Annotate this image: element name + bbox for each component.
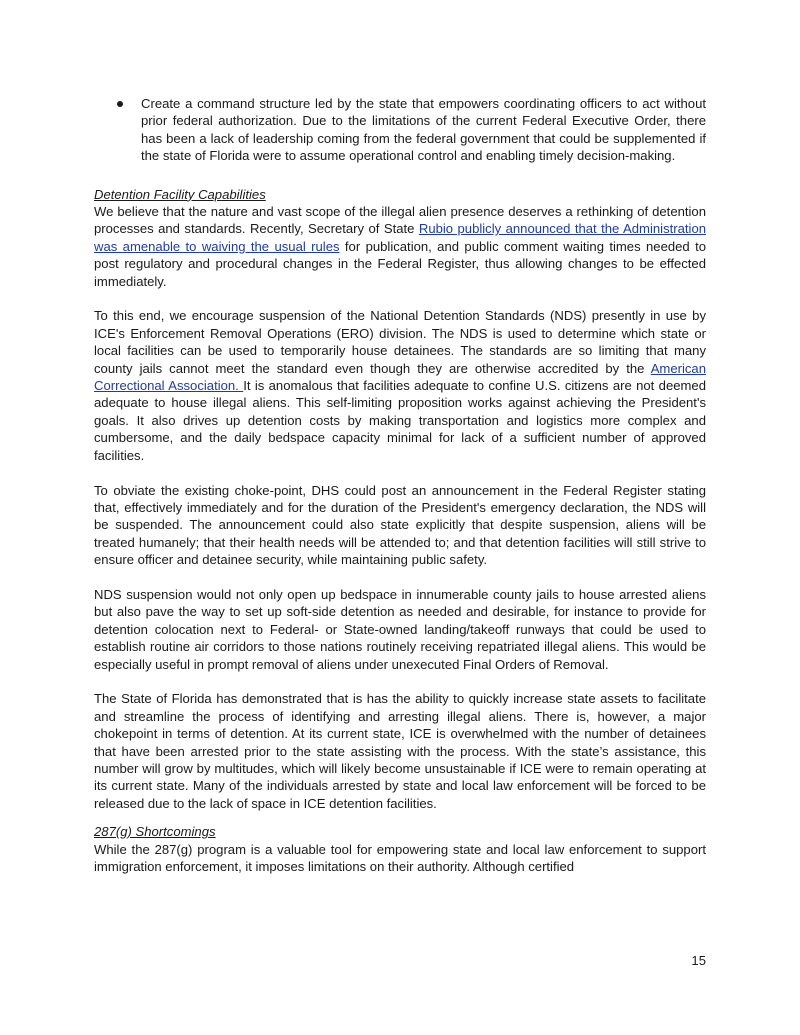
bullet-icon	[117, 101, 123, 107]
bullet-text: Create a command structure led by the state that empowers coordinating officers to act without prior federal authorization. Due to the limitations of the current Federal Executive Order, there has been a lack of leadership coming from the federal government that could be supplemented if the state of Florida were to assume operational control and enabling timely decision-making.	[141, 96, 706, 164]
bullet-list	[94, 95, 706, 165]
page-number: 15	[691, 953, 706, 968]
paragraph-federal-register: To obviate the existing choke-point, DHS could post an announcement in the Federal Register stating that, effectively immediately and for the duration of the President's emergency declaration, the NDS will be suspended. The announcement could also state explicitly that despite suspension, aliens will be treated humanely; that their health needs will be attended to; and that detention facilities will still strive to ensure officer and detainee security, while maintaining public safety.	[94, 482, 706, 568]
section-heading-287g: 287(g) Shortcomings	[94, 824, 216, 840]
paragraph-287g: While the 287(g) program is a valuable tool for empowering state and local law enforcement to support immigration enforcement, it imposes limitations on their authority. Although certified	[94, 841, 706, 874]
paragraph-bedspace: NDS suspension would not only open up bedspace in innumerable county jails to house arrested aliens but also pave the way to set up soft-side detention as needed and desirable, for instance to provide for detention colocation next to Federal- or State-owned landing/takeoff runways that could be used to establish routine air corridors to those nations routinely receiving repatriated illegal aliens. This would be especially useful in prompt removal of aliens under unexecuted Final Orders of Removal.	[94, 586, 706, 672]
paragraph-detention-intro	[94, 203, 706, 290]
paragraph-text: It is anomalous that facilities adequate to confine U.S. citizens are not deemed adequate to house illegal aliens. This self-limiting proposition works against achieving the President's goals. It also drives up detention costs by making transportation and logistics more complex and cumbersome, and the daily bedspace capacity minimal for lack of a sufficient number of approved facilities.	[94, 378, 706, 463]
document-page	[94, 95, 706, 875]
paragraph-text: To this end, we encourage suspension of the National Detention Standards (NDS) presently in use by ICE's Enforcement Removal Operations (ERO) division. The NDS is used to determine which state or local facilities can be used to temporarily house detainees. The standards are so limiting that many county jails cannot meet the standard even though they are otherwise accredited by the	[94, 308, 706, 376]
paragraph-nds-suspension	[94, 307, 706, 464]
american-correctional-association-link[interactable]: American Correctional Association.	[94, 360, 706, 394]
section-heading-detention: Detention Facility Capabilities	[94, 186, 266, 202]
bullet-item	[94, 95, 706, 165]
rubio-announcement-link[interactable]: Rubio publicly announced that the Administration was amenable to waiving the usual rules	[94, 221, 707, 254]
paragraph-text: We believe that the nature and vast scope of the illegal alien presence deserves a rethinking of detention processes and standards. Recently, Secretary of State	[94, 204, 706, 237]
paragraph-florida-chokepoint: The State of Florida has demonstrated that is has the ability to quickly increase state assets to facilitate and streamline the process of identifying and arresting illegal aliens. There is, however, a major chokepoint in terms of detention. At its current state, ICE is overwhelmed with the number of detainees that have been arrested prior to the state assisting with the process. With the state’s assistance, this number will grow by multitudes, which will likely become unsustainable if ICE were to remain operating at its current state. Many of the individuals arrested by state and local law enforcement will be forced to be released due to the lack of space in ICE detention facilities.	[94, 691, 706, 811]
paragraph-text: for publication, and public comment waiting times needed to post regulatory and procedural changes in the Federal Register, thus allowing changes to be effected immediately.	[94, 238, 706, 289]
